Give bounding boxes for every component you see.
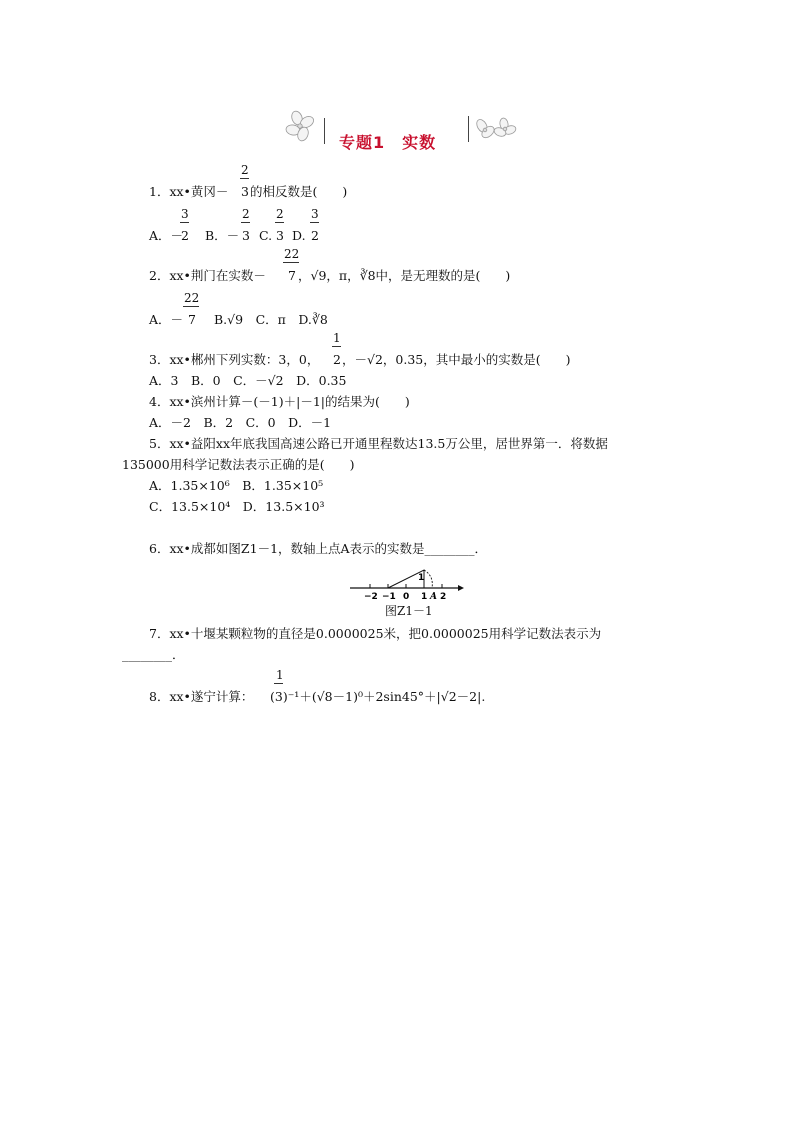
axis-label-0: 0 [403,592,410,602]
q2-fraction-numerator: 22 [284,247,300,261]
q1-option-d: D. [292,228,306,243]
q1-stem-b: 的相反数是( ) [250,184,348,199]
q1-option-b: B．－ [205,228,240,243]
q8-fraction-bar [274,683,283,684]
q1-opt-c-num: 2 [276,207,284,221]
number-line-figure [346,562,466,602]
q4-stem: 4．xx•滨州计算－(－1)＋|－1|的结果为( ) [149,394,410,409]
header-divider-right [468,116,469,142]
q1-opt-d-bar [310,222,319,223]
q8-expression: (3)⁻¹＋(√8－1)⁰＋2sin45°＋|√2－2|. [270,689,486,704]
q3-options: A．3 B．0 C．－√2 D．0.35 [149,373,347,388]
q1-stem-a: 1．xx•黄冈－ [149,184,229,199]
q7-stem-line1: 7．xx•十堰某颗粒物的直径是0.0000025米，把0.0000025用科学记数法表示为 [149,626,602,641]
q2-stem-a: 2．xx•荆门在实数－ [149,268,266,283]
figure-caption: 图Z1－1 [385,604,433,618]
axis-label-A: A [430,592,437,602]
q1-option-a-den: 2 [181,228,189,243]
q1-option-d-den: 2 [311,228,319,243]
q8-fraction-numerator: 1 [276,668,284,682]
q5-stem-line2: 135000用科学记数法表示正确的是( ) [122,457,355,472]
q2-stem-b: ，√9，π，∛8中，是无理数的是( ) [298,268,511,283]
q1-option-b-den: 3 [242,228,250,243]
q1-opt-b-num: 2 [242,207,250,221]
q1-opt-a-num: 3 [181,207,189,221]
q2-option-a: A．－ [149,312,184,327]
axis-label-minus1: −1 [382,592,396,602]
q2-opt-a-num: 22 [184,291,200,305]
q3-fraction-numerator: 1 [333,331,341,345]
q8-stem: 8．xx•遂宁计算： [149,689,254,704]
q2-fraction-bar [283,262,299,263]
q1-option-c: C. [259,228,273,243]
q2-fraction-denominator: 7 [288,268,296,283]
q5-options-cd: C．13.5×10⁴ D．13.5×10³ [149,499,325,514]
axis-label-1: 1 [421,592,428,602]
q4-options: A．－2 B．2 C．0 D．－1 [149,415,332,430]
axis-label-minus2: −2 [364,592,378,602]
q2-opt-a-bar [183,306,199,307]
q2-options-rest: B.√9 C．π D.∛8 [214,312,328,327]
q1-opt-c-bar [275,222,284,223]
q3-stem-a: 3．xx•郴州下列实数：3，0， [149,352,320,367]
flower-ornament-right [472,112,522,146]
q6-stem: 6．xx•成都如图Z1－1，数轴上点A表示的实数是________． [149,541,488,556]
q3-stem-b: ，－√2，0.35，其中最小的实数是( ) [342,352,571,367]
q3-fraction-bar [332,346,341,347]
q1-opt-d-num: 3 [311,207,319,221]
q1-opt-a-bar [180,222,189,223]
flower-ornament-left [283,108,323,144]
q7-stem-line2: ________． [122,647,185,662]
q2-option-a-den: 7 [188,312,196,327]
q1-fraction-bar [240,178,249,179]
page-title: 专题1 实数 [339,133,437,152]
q1-opt-b-bar [241,222,250,223]
unit-segment-label: 1 [418,573,425,583]
q5-options-ab: A．1.35×10⁶ B．1.35×10⁵ [149,478,324,493]
header-divider-left [324,118,325,144]
axis-label-2: 2 [440,592,447,602]
q3-fraction-denominator: 2 [333,352,341,367]
q1-option-c-den: 3 [276,228,284,243]
q1-fraction-numerator: 2 [241,163,249,177]
q1-option-a: A．－ [149,228,184,243]
q5-stem-line1: 5．xx•益阳xx年底我国高速公路已开通里程数达13.5万公里，居世界第一．将数据 [149,436,608,451]
q1-fraction-denominator: 3 [241,184,249,199]
